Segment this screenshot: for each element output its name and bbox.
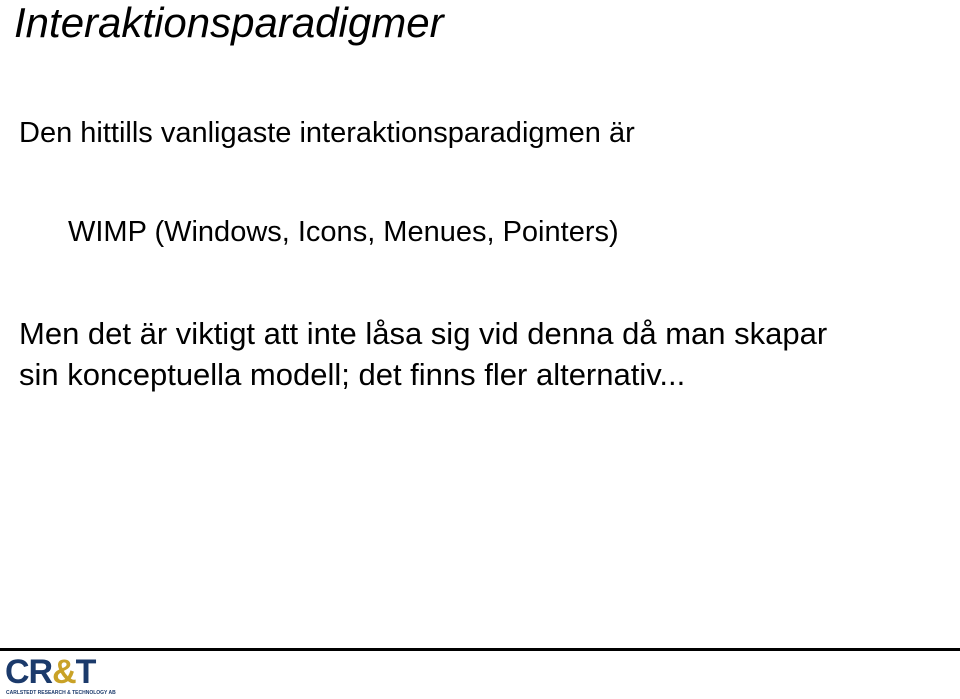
note-paragraph (19, 313, 827, 395)
logo-text-before: CR (5, 653, 53, 691)
wimp-paragraph: WIMP (Windows, Icons, Menues, Pointers) (68, 216, 619, 248)
note-line-2: sin konceptuella modell; det finns fler alternativ... (19, 357, 686, 392)
footer-divider (0, 648, 960, 651)
note-line-1: Men det är viktigt att inte låsa sig vid denna då man skapar (19, 316, 828, 351)
logo-ampersand: & (52, 653, 76, 691)
logo-text-after: T (75, 653, 96, 691)
logo-subtitle: CARLSTEDT RESEARCH & TECHNOLOGY AB (6, 690, 116, 696)
slide-title: Interaktionsparadigmer (14, 0, 444, 46)
logo-wordmark (5, 654, 95, 690)
intro-paragraph: Den hittills vanligaste interaktionsparadigmen är (19, 117, 635, 149)
company-logo (3, 654, 123, 698)
